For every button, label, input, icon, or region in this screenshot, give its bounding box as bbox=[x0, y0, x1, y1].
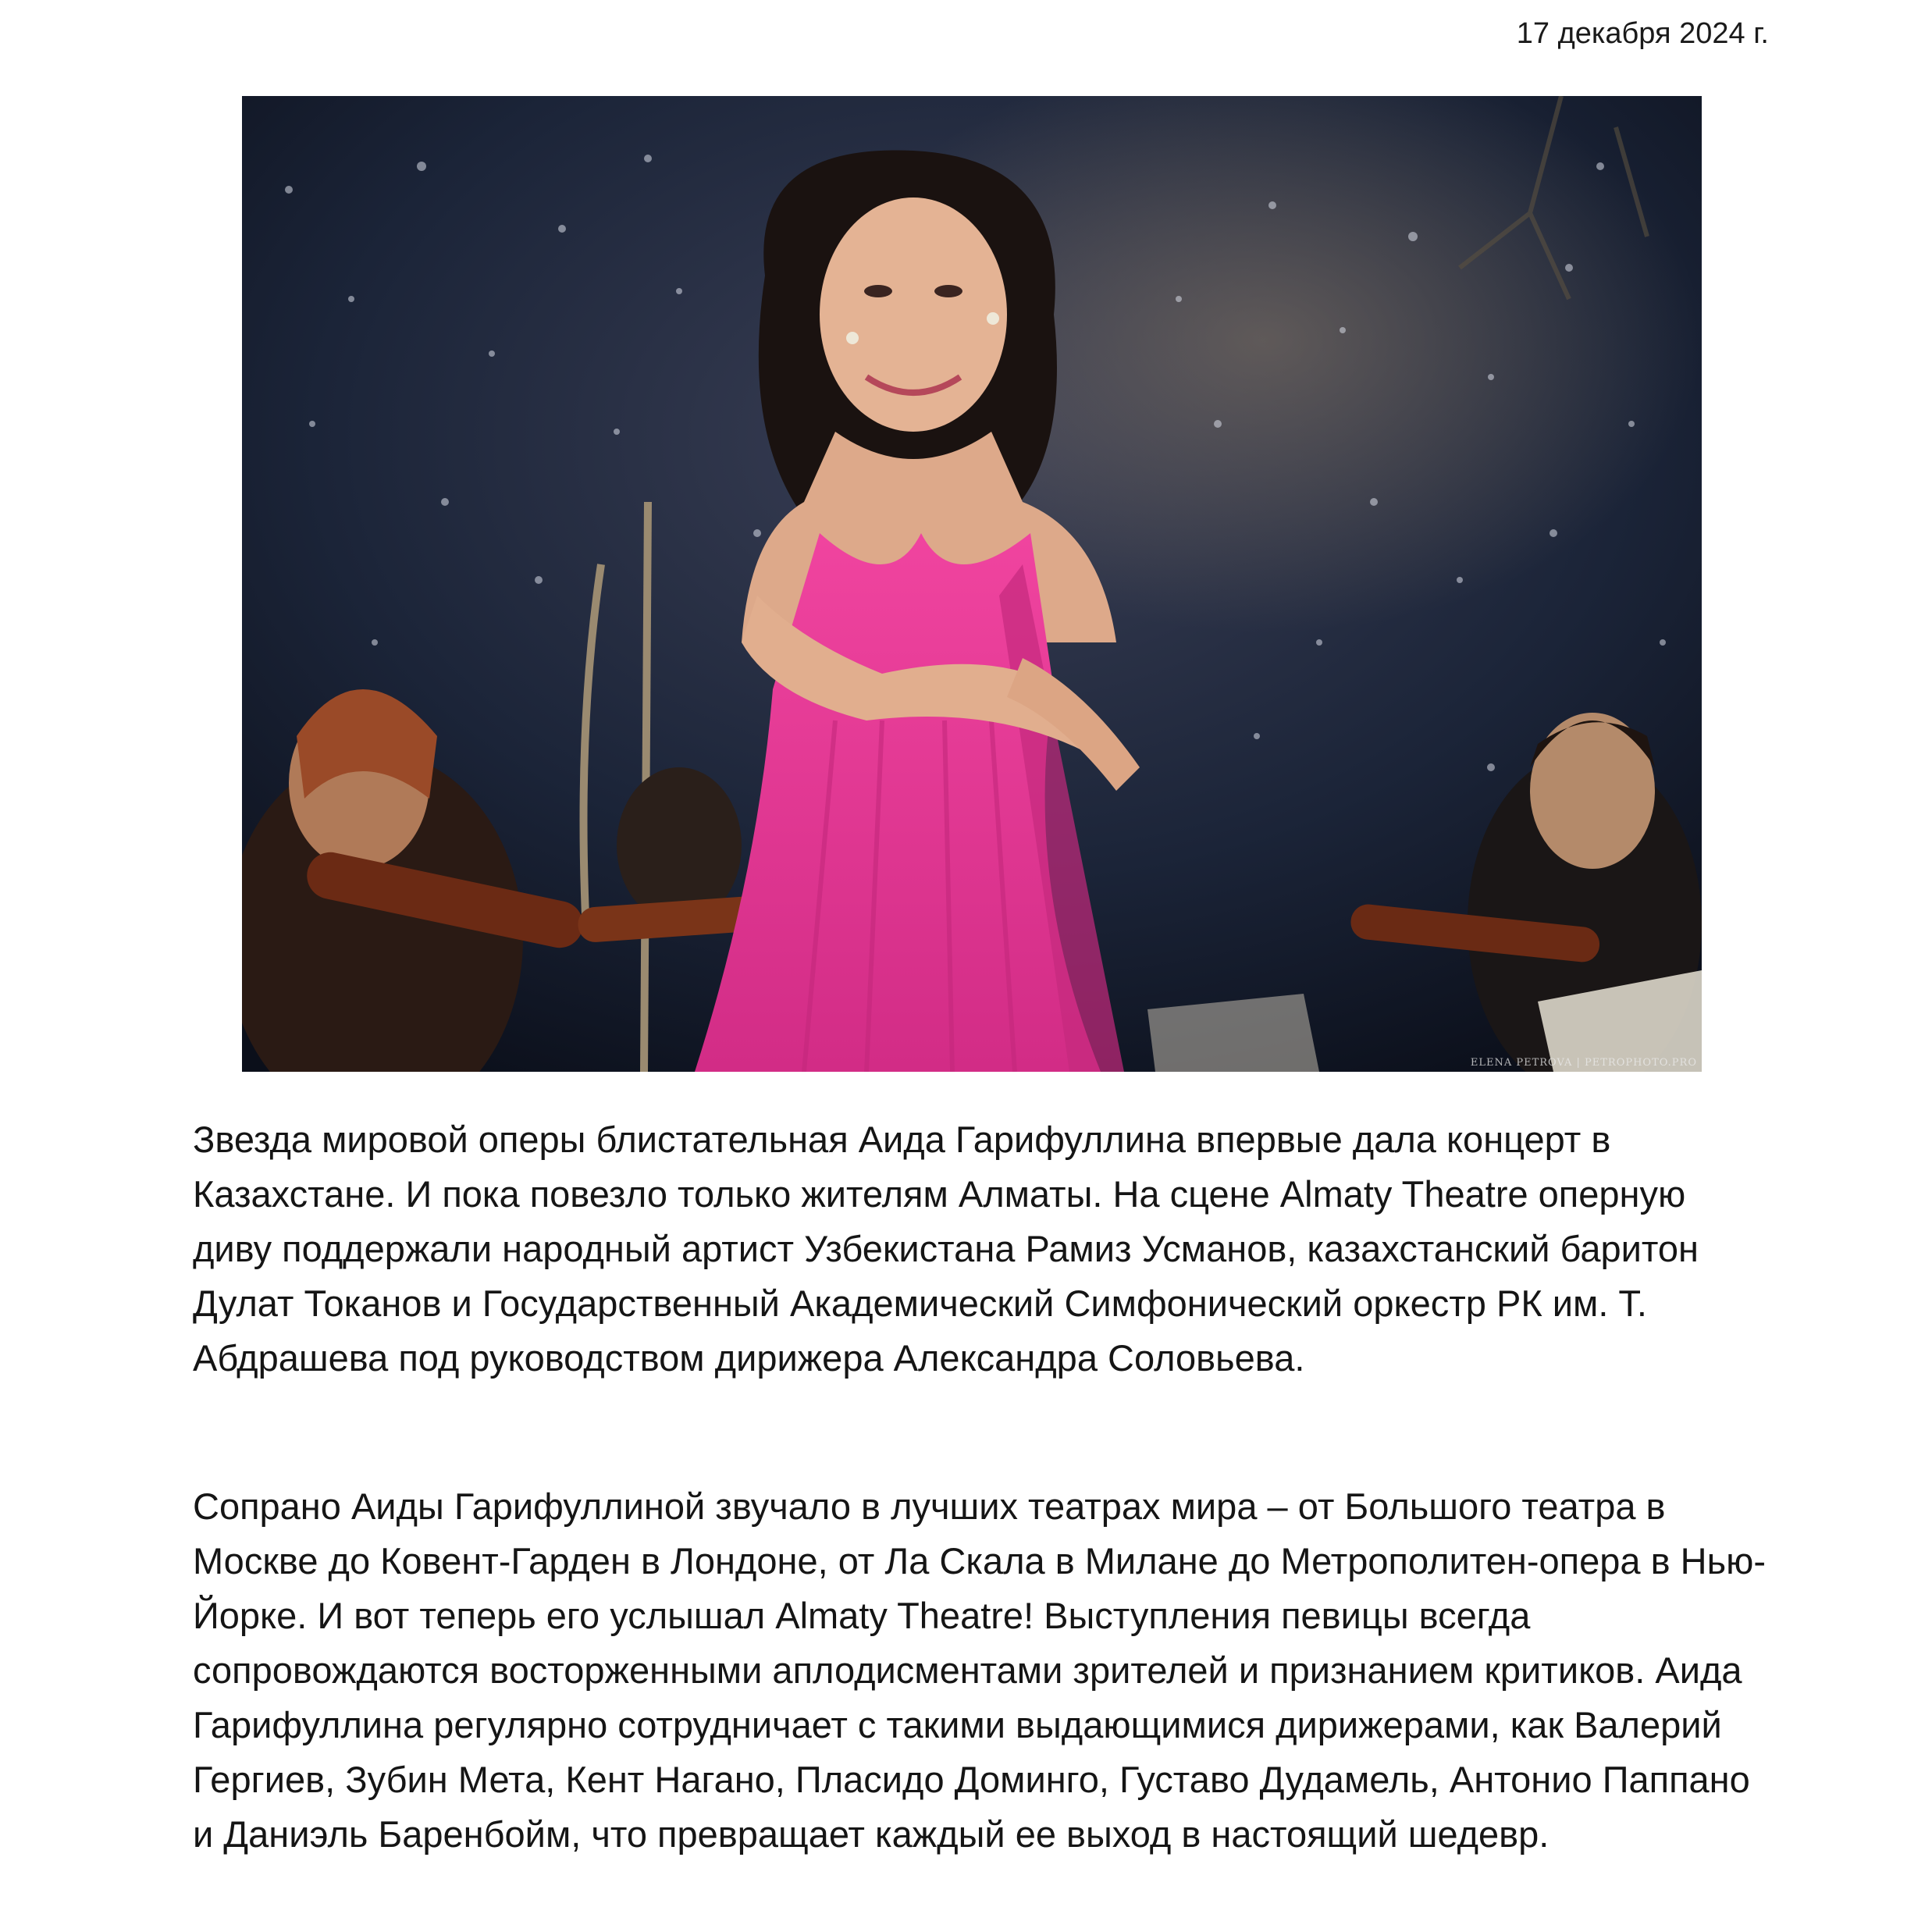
concert-photo bbox=[242, 96, 1702, 1072]
photo-watermark: ELENA PETROVA | PETROPHOTO.PRO bbox=[1470, 1057, 1697, 1069]
concert-photo-illustration bbox=[242, 96, 1702, 1072]
article-paragraph-2 bbox=[193, 1479, 1770, 1862]
article-paragraph-1 bbox=[193, 1112, 1770, 1386]
paragraph-text: Звезда мировой оперы блистательная Аида Гарифуллина впервые дала концерт в Казахстане. И пока повезло только жителям Алматы. На сцене Almaty Theatre оперную диву поддержали народный артист Узбекистана Рамиз Усманов, казахстанский баритон Дулат Токанов и Государственный Академический Симфонический оркестр РК им. Т. Абдрашева под руководством дирижера Александра Соловьева. bbox=[193, 1119, 1699, 1379]
paragraph-text: Сопрано Аиды Гарифуллиной звучало в лучших театрах мира – от Большого театра в Москве до Ковент-Гарден в Лондоне, от Ла Скала в Милане до Метрополитен-опера в Нью-Йорке. И вот теперь его услышал Almaty Theatre! Выступления певицы всегда сопровождаются восторженными аплодисментами зрителей и признанием критиков. Аида Гарифуллина регулярно сотрудничает с такими выдающимися дирижерами, как Валерий Гергиев, Зубин Мета, Кент Нагано, Пласидо Доминго, Густаво Дудамель, Антонио Паппано и Даниэль Баренбойм, что превращает каждый ее выход в настоящий шедевр. bbox=[193, 1485, 1766, 1855]
article-date: 17 декабря 2024 г. bbox=[1516, 17, 1769, 50]
